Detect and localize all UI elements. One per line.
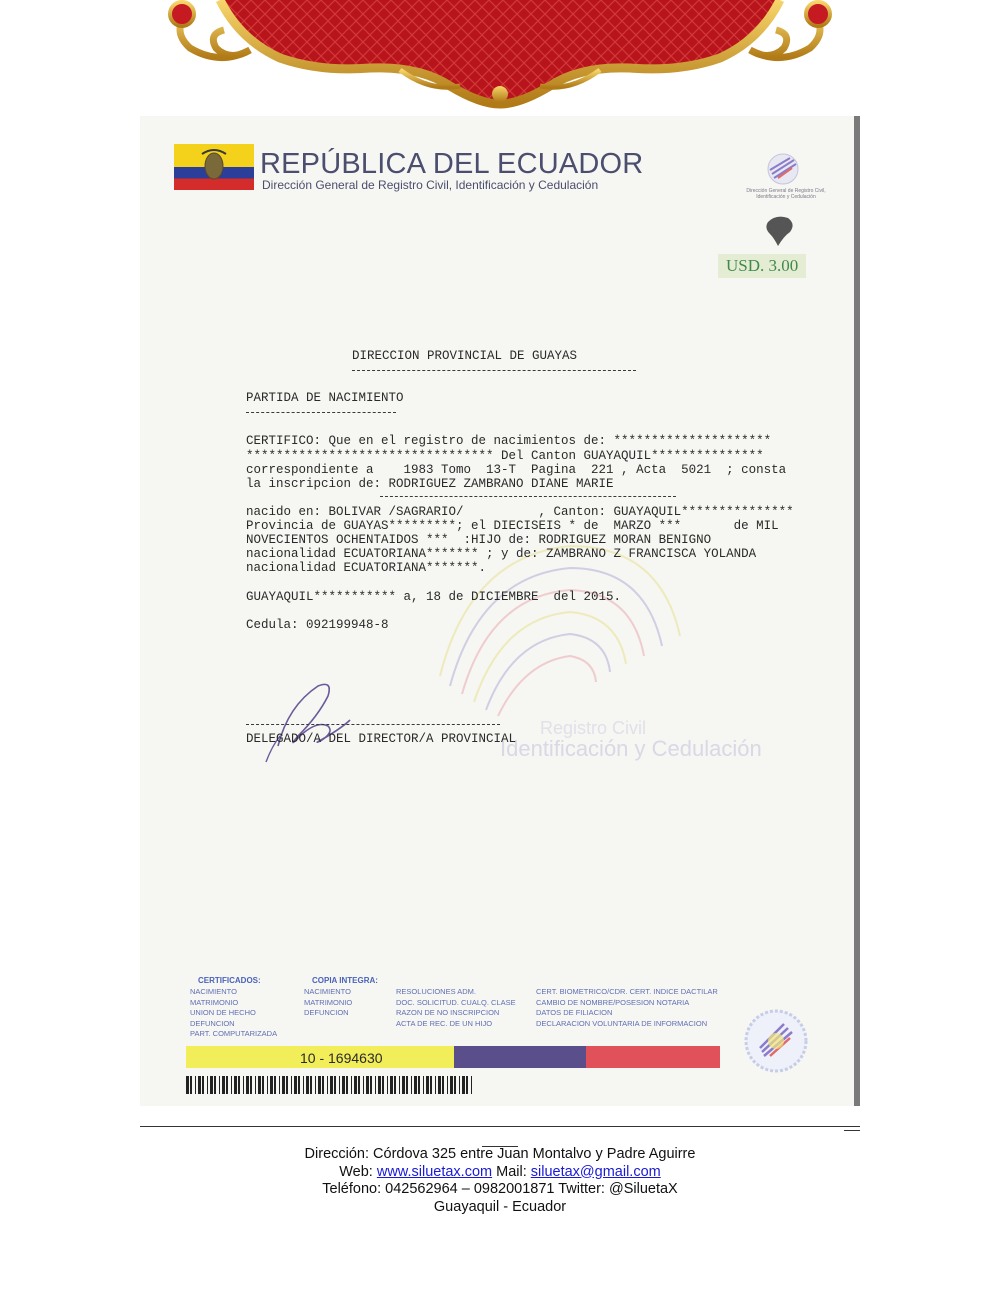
footer-divider <box>140 1126 860 1127</box>
stripe-blue <box>454 1046 586 1068</box>
footer-address: Dirección: Córdova 325 entre Juan Montalvo y Padre Aguirre <box>304 1146 696 1162</box>
body-line-2: ********************************* Del Canton GUAYAQUIL*************** <box>246 449 764 463</box>
ornate-banner-graphic <box>160 0 840 110</box>
certificados-heading: CERTIFICADOS: <box>198 976 261 985</box>
footer-phone: Teléfono: 042562964 – 0982001871 Twitter: @SiluetaX <box>322 1181 678 1197</box>
seal-caption: Dirección General de Registro Civil, Identificación y Cedulación <box>746 188 826 200</box>
document-type-underline <box>246 412 396 413</box>
price-stamp: USD. 3.00 <box>718 254 806 278</box>
body-line-3: correspondiente a 1983 Tomo 13-T Pagina 221 , Acta 5021 ; consta <box>246 463 787 477</box>
body2-line-5: nacionalidad ECUATORIANA*******. <box>246 561 487 575</box>
office-underline <box>352 370 636 371</box>
body2-line-4: nacionalidad ECUATORIANA******* ; y de: ZAMBRANO Z FRANCISCA YOLANDA <box>246 547 757 561</box>
barcode <box>186 1076 476 1094</box>
copia-integra-list: NACIMIENTO MATRIMONIO DEFUNCION <box>304 987 353 1017</box>
page-footer <box>0 1146 1000 1216</box>
body-line-1: CERTIFICO: Que en el registro de nacimientos de: ********************* <box>246 434 772 448</box>
cedula-line: Cedula: 092199948-8 <box>246 618 389 632</box>
body-line-4: la inscripcion de: RODRIGUEZ ZAMBRANO DIANE MARIE <box>246 477 614 491</box>
document-type: PARTIDA DE NACIMIENTO <box>246 391 404 405</box>
registry-seal-icon <box>758 150 808 188</box>
cert-biometrico-list: CERT. BIOMETRICO/CDR. CERT. INDICE DACTILAR CAMBIO DE NOMBRE/POSESION NOTARIA DATOS DE FILIACION DECLARACION VOLUNTARIA DE INFORMACION <box>536 987 718 1028</box>
handwritten-signature <box>258 676 368 766</box>
office-heading: DIRECCION PROVINCIAL DE GUAYAS <box>352 349 578 363</box>
serial-number: 10 - 1694630 <box>300 1050 383 1066</box>
signatory-title: DELEGADO/A DEL DIRECTOR/A PROVINCIAL <box>246 732 517 746</box>
footer-divider-end <box>844 1130 860 1131</box>
ecuador-map-icon <box>762 212 798 248</box>
svg-text:Registro Civil: Registro Civil <box>540 718 647 738</box>
footer-contact <box>0 1164 1000 1182</box>
body2-line-2: Provincia de GUAYAS*********; el DIECISEIS * de MARZO *** de MIL <box>246 519 779 533</box>
security-hologram-seal <box>736 1006 816 1076</box>
email-link[interactable]: siluetax@gmail.com <box>530 1163 661 1180</box>
header-subtitle: Dirección General de Registro Civil, Identificación y Cedulación <box>262 178 599 192</box>
web-label: Web: <box>339 1163 377 1180</box>
copia-integra-heading: COPIA INTEGRA: <box>312 976 378 985</box>
body2-line-1: nacido en: BOLIVAR /SAGRARIO/ , Canton: GUAYAQUIL*************** <box>246 505 794 519</box>
body2-line-3: NOVECIENTOS OCHENTAIDOS *** :HIJO de: RODRIGUEZ MORAN BENIGNO <box>246 533 712 547</box>
name-underline <box>380 496 676 497</box>
mail-label: Mail: <box>492 1163 531 1180</box>
stripe-red <box>586 1046 720 1068</box>
header-title: REPÚBLICA DEL ECUADOR <box>260 148 644 180</box>
birth-certificate-scan <box>140 116 860 1106</box>
resoluciones-list: RESOLUCIONES ADM. DOC. SOLICITUD. CUALQ. CLASE RAZON DE NO INSCRIPCION ACTA DE REC. DE UN HIJO <box>396 987 516 1028</box>
footer-city: Guayaquil - Ecuador <box>433 1198 567 1215</box>
date-line: GUAYAQUIL*********** a, 18 de DICIEMBRE del 2015. <box>246 590 622 604</box>
website-link[interactable]: www.siluetax.com <box>376 1163 493 1180</box>
svg-text:Identificación y Cedulación: Identificación y Cedulación <box>500 736 762 761</box>
ecuador-flag-icon <box>174 144 254 190</box>
certificados-list: NACIMIENTO MATRIMONIO UNION DE HECHO DEFUNCION PART. COMPUTARIZADA <box>190 987 278 1038</box>
signature-line <box>246 724 500 725</box>
